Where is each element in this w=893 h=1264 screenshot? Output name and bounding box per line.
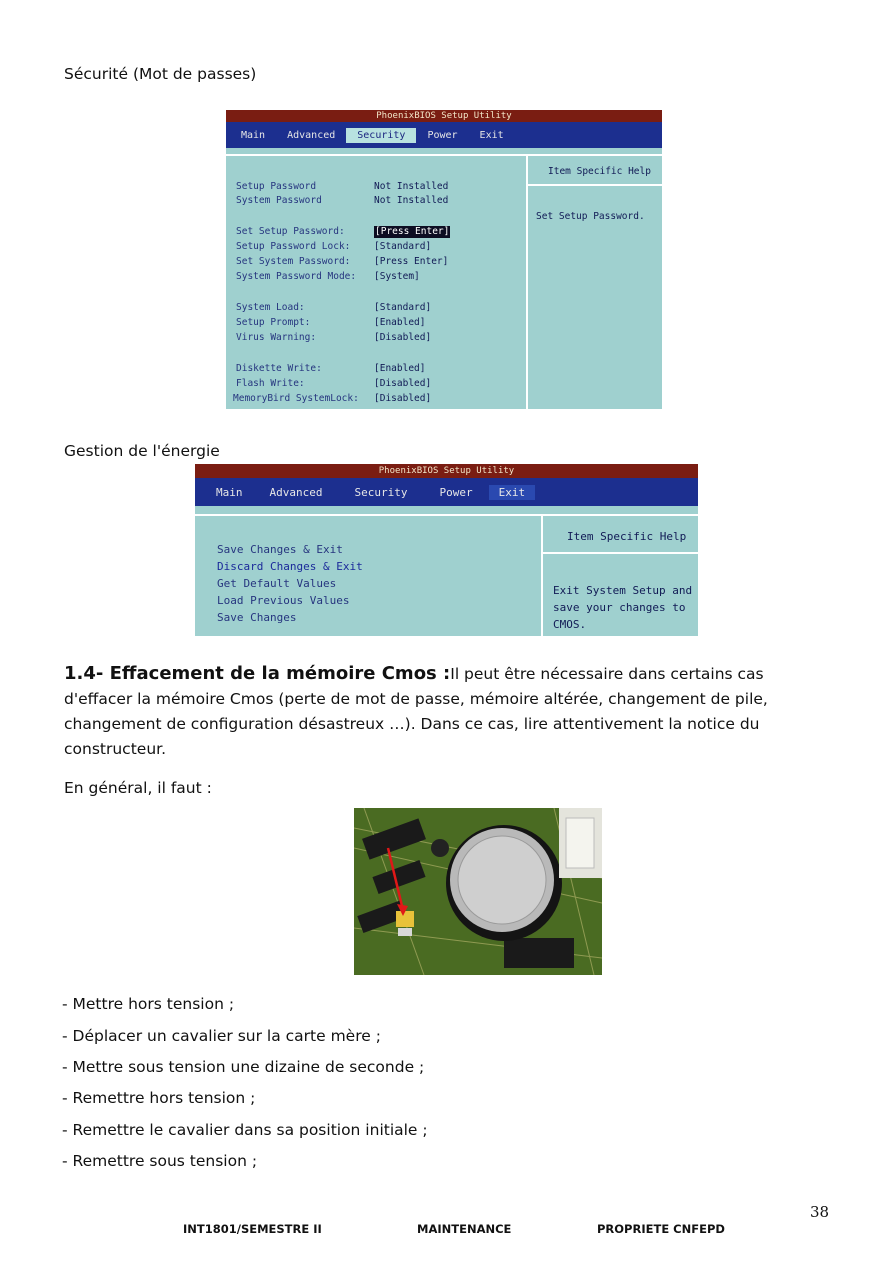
- row-value: Not Installed: [374, 181, 449, 192]
- motherboard-photo: [354, 808, 602, 975]
- row-value: [Enabled]: [374, 317, 426, 328]
- row-label: Setup Prompt:: [236, 317, 311, 328]
- row-label: Virus Warning:: [236, 332, 317, 343]
- general-text: En général, il faut :: [64, 779, 212, 797]
- row-label: System Load:: [236, 302, 305, 313]
- menu-main: Main: [241, 129, 266, 141]
- menu-advanced: Advanced: [287, 129, 336, 141]
- help-line-1: Exit System Setup and: [553, 584, 693, 597]
- menu-power: Power: [427, 129, 458, 141]
- row-label: Diskette Write:: [236, 363, 322, 374]
- row-label: Setup Password: [236, 181, 317, 192]
- menu-power: Power: [439, 485, 473, 499]
- bios-body: [226, 154, 662, 409]
- row-value: [Standard]: [374, 302, 432, 313]
- help-line-2: save your changes to: [553, 601, 686, 614]
- menu-security: Security: [354, 485, 408, 499]
- menu-exit: Exit: [479, 129, 504, 141]
- row-label-selected: Set Setup Password:: [236, 226, 345, 237]
- row-value: Not Installed: [374, 195, 449, 206]
- row-value: [Enabled]: [374, 363, 426, 374]
- menu-main: Main: [216, 485, 243, 499]
- help-title: Item Specific Help: [548, 166, 651, 177]
- exit-item: Get Default Values: [217, 577, 337, 590]
- help-text: Set Setup Password.: [536, 211, 645, 222]
- cmos-intro-line-4: constructeur.: [64, 740, 167, 758]
- footer-left: INT1801/SEMESTRE II: [183, 1222, 322, 1236]
- motherboard-illustration: [354, 808, 602, 975]
- row-value: [Disabled]: [374, 393, 432, 404]
- bios-security-screenshot: [226, 110, 662, 409]
- cmos-intro-line-2: d'effacer la mémoire Cmos (perte de mot de passe, mémoire altérée, changement de pile,: [64, 690, 768, 708]
- help-divider: [543, 552, 698, 554]
- row-label: MemoryBird SystemLock:: [233, 393, 359, 404]
- row-value-selected: [Press Enter]: [375, 226, 450, 237]
- step-1: - Mettre hors tension ;: [62, 995, 235, 1013]
- bios-body: [195, 514, 698, 636]
- cmos-paragraph: [64, 661, 824, 762]
- row-value: [Disabled]: [374, 378, 432, 389]
- row-label: System Password Mode:: [236, 271, 357, 282]
- footer-center: MAINTENANCE: [417, 1222, 512, 1236]
- menu-exit: Exit: [489, 485, 536, 500]
- bios-divider: [526, 156, 528, 409]
- step-4: - Remettre hors tension ;: [62, 1089, 256, 1107]
- exit-item: Load Previous Values: [217, 594, 350, 607]
- menu-advanced: Advanced: [269, 485, 323, 499]
- row-label: Set System Password:: [236, 256, 351, 267]
- exit-item: Save Changes: [217, 611, 297, 624]
- help-title: Item Specific Help: [567, 530, 687, 543]
- bios-exit-screenshot: [195, 464, 698, 636]
- page-number: 38: [810, 1203, 830, 1221]
- row-value: [Disabled]: [374, 332, 432, 343]
- row-value: [Standard]: [374, 241, 432, 252]
- bios-menu-bar: [195, 478, 698, 506]
- menu-security: Security: [346, 128, 416, 143]
- help-line-3: CMOS.: [553, 618, 587, 631]
- bios-title: PhoenixBIOS Setup Utility: [226, 110, 662, 122]
- row-label: Flash Write:: [236, 378, 305, 389]
- step-6: - Remettre sous tension ;: [62, 1152, 258, 1170]
- energy-caption: Gestion de l'énergie: [64, 442, 220, 460]
- cmos-intro-line-3: changement de configuration désastreux …). Dans ce cas, lire attentivement la notice du: [64, 715, 760, 733]
- row-label: System Password: [236, 195, 322, 206]
- cmos-intro-line-1: Il peut être nécessaire dans certains cas: [450, 665, 764, 683]
- row-label: Setup Password Lock:: [236, 241, 351, 252]
- step-2: - Déplacer un cavalier sur la carte mère ;: [62, 1027, 381, 1045]
- footer-right: PROPRIETE CNFEPD: [597, 1222, 725, 1236]
- row-value: [Press Enter]: [374, 256, 449, 267]
- step-3: - Mettre sous tension une dizaine de seconde ;: [62, 1058, 425, 1076]
- bios-title: PhoenixBIOS Setup Utility: [195, 464, 698, 478]
- step-5: - Remettre le cavalier dans sa position initiale ;: [62, 1121, 428, 1139]
- help-divider: [528, 184, 662, 186]
- exit-item: Discard Changes & Exit: [217, 560, 363, 573]
- row-value: [System]: [374, 271, 420, 282]
- bios-divider: [541, 516, 543, 636]
- cmos-heading: 1.4- Effacement de la mémoire Cmos :: [64, 663, 451, 684]
- security-caption: Sécurité (Mot de passes): [64, 65, 257, 83]
- bios-menu-bar: [226, 122, 662, 148]
- exit-item: Save Changes & Exit: [217, 543, 343, 556]
- help-text: [553, 582, 692, 633]
